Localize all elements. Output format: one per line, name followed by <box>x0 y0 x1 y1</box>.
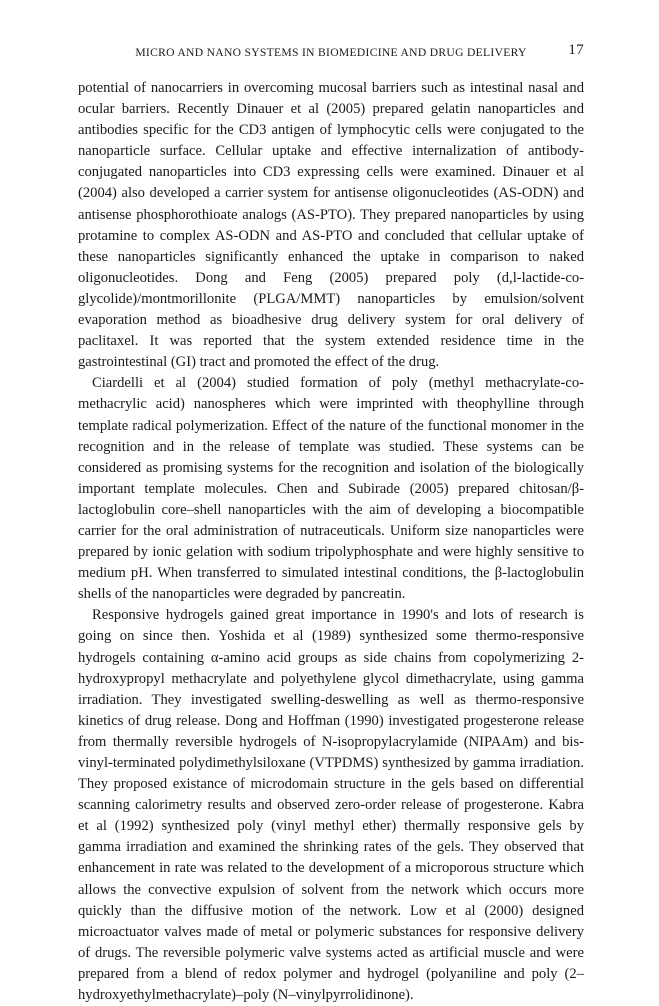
running-title: MICRO AND NANO SYSTEMS IN BIOMEDICINE AND DRUG DELIVERY <box>135 46 527 59</box>
paragraph-1: potential of nanocarriers in overcoming mucosal barriers such as intestinal nasal and ocular barriers. Recently Dinauer et al (2005) prepared gelatin nanoparticles and antibodies specific for the CD3 antigen of lymphocytic cells were conjugated to the nanoparticle surface. Cellular uptake and effective internalization of antibody-conjugated nanoparticles into CD3 expressing cells were examined. Dinauer et al (2004) also developed a carrier system for antisense oligonucleotides (AS-ODN) and antisense phosphorothioate analogs (AS-PTO). They prepared nanoparticles by using protamine to complex AS-ODN and AS-PTO and concluded that cellular uptake of these nanoparticles significantly enhanced the uptake in comparison to naked oligonucleotides. Dong and Feng (2005) prepared poly (d,l-lactide-co-glycolide)/montmorillonite (PLGA/MMT) nanoparticles by emulsion/solvent evaporation method as bioadhesive drug delivery system for oral delivery of paclitaxel. It was reported that the system extended residence time in the gastrointestinal (GI) tract and promoted the effect of the drug. <box>78 80 584 371</box>
book-page <box>78 38 584 1006</box>
paragraph-3: Responsive hydrogels gained great importance in 1990's and lots of research is going on since then. Yoshida et al (1989) synthesized some thermo-responsive hydrogels containing α-amino acid groups as side chains from copolymerizing 2-hydroxypropyl methacrylate and polyethylene glycol dimethacrylate, using gamma irradiation. They investigated swelling-deswelling as well as thermo-responsive kinetics of drug release. Dong and Hoffman (1990) investigated progesterone release from thermally reversible hydrogels of N-isopropylacrylamide (NIPAAm) and bis-vinyl-terminated polydimethylsiloxane (VTPDMS) synthesized by gamma irradiation. They proposed existance of microdomain structure in the gels based on differential scanning calorimetry results and observed zero-order release of progesterone. Kabra et al (1992) synthesized poly (vinyl methyl ether) thermally responsive gels by gamma irradiation and examined the shrinking rates of the gels. They observed that enhancement in rate was related to the development of a microporous structure which allows the convective expulsion of solvent from the network which occurs more quickly than the diffusive motion of the network. Low et al (2000) designed microactuator valves made of metal or polymeric substances for responsive delivery of drugs. The reversible polymeric valve systems acted as artificial muscle and were prepared from a blend of redox polymer and hydrogel (polyaniline and poly (2–hydroxyethylmethacrylate)–poly (N–vinylpyrrolidinone). <box>78 607 584 1004</box>
paragraph-2: Ciardelli et al (2004) studied formation of poly (methyl methacrylate-co-methacrylic acid) nanospheres which were imprinted with theophylline through template radical polymerization. Effect of the nature of the functional monomer in the recognition and in the release of template was studied. These systems can be considered as promising systems for the recognition and isolation of the biologically important template molecules. Chen and Subirade (2005) prepared chitosan/β-lactoglobulin core–shell nanoparticles with the aim of developing a biocompatible carrier for the oral administration of nutraceuticals. Uniform size nanoparticles were prepared by ionic gelation with sodium tripolyphosphate and were highly sensitive to medium pH. When transferred to simulated intestinal conditions, the β-lactoglobulin shells of the nanoparticles were degraded by pancreatin. <box>78 375 584 603</box>
body-text <box>78 78 584 1006</box>
page-number: 17 <box>568 42 584 58</box>
running-head <box>78 38 584 64</box>
